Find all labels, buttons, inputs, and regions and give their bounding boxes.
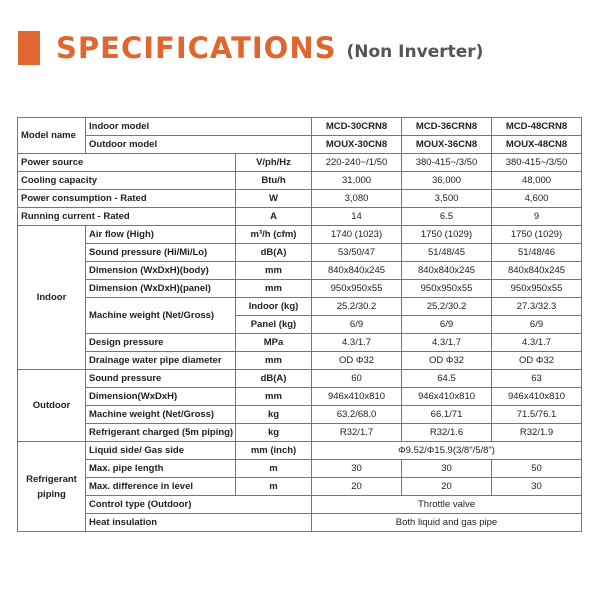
table-row-control-type xyxy=(18,496,582,514)
table-row-drainage xyxy=(18,352,582,370)
table-row-max-pipe xyxy=(18,460,582,478)
cell-value: 60 xyxy=(312,370,402,388)
row-unit: m xyxy=(236,460,312,478)
row-label: Machine weight (Net/Gross) xyxy=(86,406,236,424)
row-label: Air flow (High) xyxy=(86,226,236,244)
cell-value: Φ9.52/Φ15.9(3/8"/5/8") xyxy=(312,442,582,460)
cell-value: R32/1.6 xyxy=(402,424,492,442)
table-row-refrigerant-charged xyxy=(18,424,582,442)
cell-value: 4,600 xyxy=(492,190,582,208)
cell-value: 71.5/76.1 xyxy=(492,406,582,424)
cell-value: 64.5 xyxy=(402,370,492,388)
cell-value: 20 xyxy=(312,478,402,496)
cell-value: 6.5 xyxy=(402,208,492,226)
row-unit: Btu/h xyxy=(236,172,312,190)
cell-value: 30 xyxy=(312,460,402,478)
table-row-heat-insulation xyxy=(18,514,582,532)
cell-value: 3,500 xyxy=(402,190,492,208)
row-label: Drainage water pipe diameter xyxy=(86,352,236,370)
refrigerant-group-label xyxy=(18,442,86,532)
cell-value: 66.1/71 xyxy=(402,406,492,424)
outdoor-model-1: MOUX-30CN8 xyxy=(312,136,402,154)
cell-value: 946x410x810 xyxy=(312,388,402,406)
cell-value: 380-415~/3/50 xyxy=(492,154,582,172)
cell-value: 4.3/1.7 xyxy=(312,334,402,352)
cell-value: R32/1.7 xyxy=(312,424,402,442)
outdoor-model-2: MOUX-36CN8 xyxy=(402,136,492,154)
row-unit: Panel (kg) xyxy=(236,316,312,334)
cell-value: 30 xyxy=(402,460,492,478)
cell-value: 6/9 xyxy=(492,316,582,334)
outdoor-model-3: MOUX-48CN8 xyxy=(492,136,582,154)
row-label: Heat insulation xyxy=(86,514,312,532)
indoor-group-label: Indoor xyxy=(18,226,86,370)
cell-value: 950x950x55 xyxy=(402,280,492,298)
cell-value: 27.3/32.3 xyxy=(492,298,582,316)
row-label: Cooling capacity xyxy=(18,172,236,190)
row-unit: mm xyxy=(236,280,312,298)
row-label: Refrigerant charged (5m piping) xyxy=(86,424,236,442)
cell-value: 840x840x245 xyxy=(492,262,582,280)
table-row-dim-body xyxy=(18,262,582,280)
cell-value: OD Φ32 xyxy=(402,352,492,370)
table-row-max-diff xyxy=(18,478,582,496)
cell-value: 946x410x810 xyxy=(492,388,582,406)
cell-value: 380-415~/3/50 xyxy=(402,154,492,172)
cell-value: 51/48/46 xyxy=(492,244,582,262)
cell-value: 51/48/45 xyxy=(402,244,492,262)
table-row-cooling-capacity xyxy=(18,172,582,190)
indoor-model-label: Indoor model xyxy=(86,118,312,136)
row-unit: A xyxy=(236,208,312,226)
table-row-indoor-model xyxy=(18,118,582,136)
table-row-liquid-gas xyxy=(18,442,582,460)
row-label: Dimension(WxDxH) xyxy=(86,388,236,406)
cell-value: 63.2/68.0 xyxy=(312,406,402,424)
row-unit: V/ph/Hz xyxy=(236,154,312,172)
row-label: Machine weight (Net/Gross) xyxy=(86,298,236,334)
refrigerant-group-line2: piping xyxy=(37,488,66,500)
indoor-model-1: MCD-30CRN8 xyxy=(312,118,402,136)
table-row-indoor-sound xyxy=(18,244,582,262)
table-row-air-flow xyxy=(18,226,582,244)
row-label: Control type (Outdoor) xyxy=(86,496,312,514)
row-unit: dB(A) xyxy=(236,244,312,262)
cell-value: R32/1.9 xyxy=(492,424,582,442)
cell-value: 20 xyxy=(402,478,492,496)
table-row-dim-panel xyxy=(18,280,582,298)
row-label: Dimension (WxDxH)(body) xyxy=(86,262,236,280)
cell-value: OD Φ32 xyxy=(312,352,402,370)
cell-value: 25.2/30.2 xyxy=(312,298,402,316)
cell-value: 1750 (1029) xyxy=(492,226,582,244)
cell-value: 3,080 xyxy=(312,190,402,208)
accent-square xyxy=(18,31,40,65)
cell-value: 946x410x810 xyxy=(402,388,492,406)
row-unit: m xyxy=(236,478,312,496)
row-label: Liquid side/ Gas side xyxy=(86,442,236,460)
cell-value: 53/50/47 xyxy=(312,244,402,262)
row-unit: Indoor (kg) xyxy=(236,298,312,316)
cell-value: 30 xyxy=(492,478,582,496)
row-label: Sound pressure xyxy=(86,370,236,388)
cell-value: 36,000 xyxy=(402,172,492,190)
row-unit: dB(A) xyxy=(236,370,312,388)
cell-value: 220-240~/1/50 xyxy=(312,154,402,172)
row-unit: W xyxy=(236,190,312,208)
model-name-label: Model name xyxy=(18,118,86,154)
row-unit: mm xyxy=(236,262,312,280)
cell-value: 9 xyxy=(492,208,582,226)
cell-value: 4.3/1.7 xyxy=(492,334,582,352)
row-label: Dimension (WxDxH)(panel) xyxy=(86,280,236,298)
indoor-model-2: MCD-36CRN8 xyxy=(402,118,492,136)
row-unit: mm (inch) xyxy=(236,442,312,460)
page-title: SPECIFICATIONS xyxy=(56,31,337,65)
cell-value: 63 xyxy=(492,370,582,388)
cell-value: 14 xyxy=(312,208,402,226)
row-unit: m³/h (cfm) xyxy=(236,226,312,244)
outdoor-model-label: Outdoor model xyxy=(86,136,312,154)
row-unit: MPa xyxy=(236,334,312,352)
row-unit: kg xyxy=(236,406,312,424)
table-row-running-current xyxy=(18,208,582,226)
cell-value: 50 xyxy=(492,460,582,478)
table-row-outdoor-model xyxy=(18,136,582,154)
cell-value: OD Φ32 xyxy=(492,352,582,370)
cell-value: 840x840x245 xyxy=(312,262,402,280)
header xyxy=(18,28,483,68)
row-label: Sound pressure (Hi/Mi/Lo) xyxy=(86,244,236,262)
row-unit: kg xyxy=(236,424,312,442)
outdoor-group-label: Outdoor xyxy=(18,370,86,442)
cell-value: Throttle valve xyxy=(312,496,582,514)
table-row-power-consumption xyxy=(18,190,582,208)
row-label: Power consumption - Rated xyxy=(18,190,236,208)
row-label: Design pressure xyxy=(86,334,236,352)
cell-value: 950x950x55 xyxy=(492,280,582,298)
cell-value: 950x950x55 xyxy=(312,280,402,298)
cell-value: 6/9 xyxy=(402,316,492,334)
cell-value: 6/9 xyxy=(312,316,402,334)
indoor-model-3: MCD-48CRN8 xyxy=(492,118,582,136)
row-label: Max. pipe length xyxy=(86,460,236,478)
refrigerant-group-line1: Refrigerant xyxy=(26,473,77,485)
table-row-outdoor-sound xyxy=(18,370,582,388)
table-row-power-source xyxy=(18,154,582,172)
cell-value: 840x840x245 xyxy=(402,262,492,280)
table-row-outdoor-dimension xyxy=(18,388,582,406)
row-label: Max. difference in level xyxy=(86,478,236,496)
row-unit: mm xyxy=(236,352,312,370)
table-row-design-pressure xyxy=(18,334,582,352)
table-row-outdoor-weight xyxy=(18,406,582,424)
spec-table xyxy=(17,117,582,532)
cell-value: Both liquid and gas pipe xyxy=(312,514,582,532)
cell-value: 25.2/30.2 xyxy=(402,298,492,316)
cell-value: 1740 (1023) xyxy=(312,226,402,244)
cell-value: 1750 (1029) xyxy=(402,226,492,244)
cell-value: 4.3/1.7 xyxy=(402,334,492,352)
cell-value: 31,000 xyxy=(312,172,402,190)
row-label: Power source xyxy=(18,154,236,172)
table-row-weight-indoor xyxy=(18,298,582,316)
row-label: Running current - Rated xyxy=(18,208,236,226)
page-subtitle: (Non Inverter) xyxy=(346,42,484,62)
cell-value: 48,000 xyxy=(492,172,582,190)
row-unit: mm xyxy=(236,388,312,406)
